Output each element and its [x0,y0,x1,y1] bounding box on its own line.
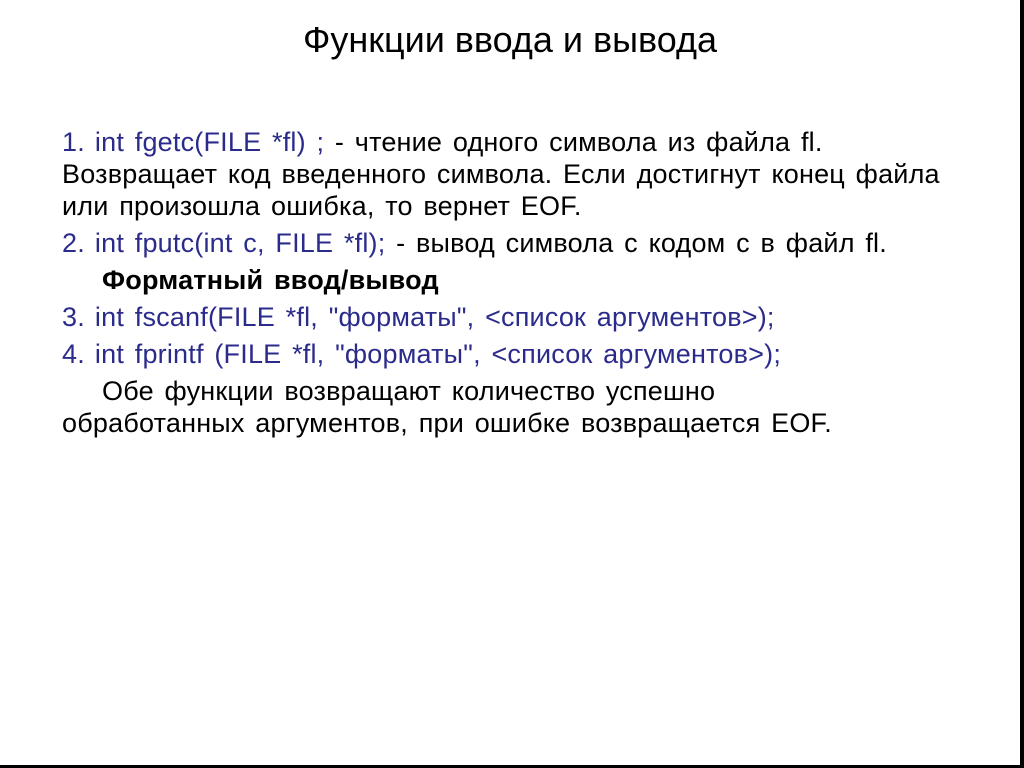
note-paragraph [62,375,942,439]
section-heading: Форматный ввод/вывод [102,265,439,295]
slide-border-right [1020,0,1024,768]
list-item-fgetc [62,126,942,222]
slide-body [62,126,942,444]
description-fputc: - вывод символа с кодом с в файл fl. [385,228,887,258]
list-number: 2. [62,228,85,258]
code-fgetc: int fgetc(FILE *fl) ; [94,127,325,157]
list-item-fprintf [62,338,942,370]
code-fprintf: int fprintf (FILE *fl, "форматы", <список аргументов>); [94,339,782,369]
list-number: 1. [62,127,85,157]
list-number: 3. [62,302,85,332]
slide-title: Функции ввода и вывода [302,19,718,60]
code-fputc: int fputc(int c, FILE *fl); [94,228,386,258]
note-line-2: обработанных аргументов, при ошибке возвращается EOF. [62,408,832,438]
list-item-fscanf [62,301,942,333]
code-fscanf: int fscanf(FILE *fl, "форматы", <список аргументов>); [94,302,775,332]
list-item-fputc [62,227,942,259]
list-number: 4. [62,339,85,369]
description-fgetc: - чтение одного символа из файла fl. Возвращает код введенного символа. Если достигнут конец файла или произошла ошибка, то вернет EOF. [62,127,940,221]
note-line-1: Обе функции возвращают количество успешно [102,376,716,406]
